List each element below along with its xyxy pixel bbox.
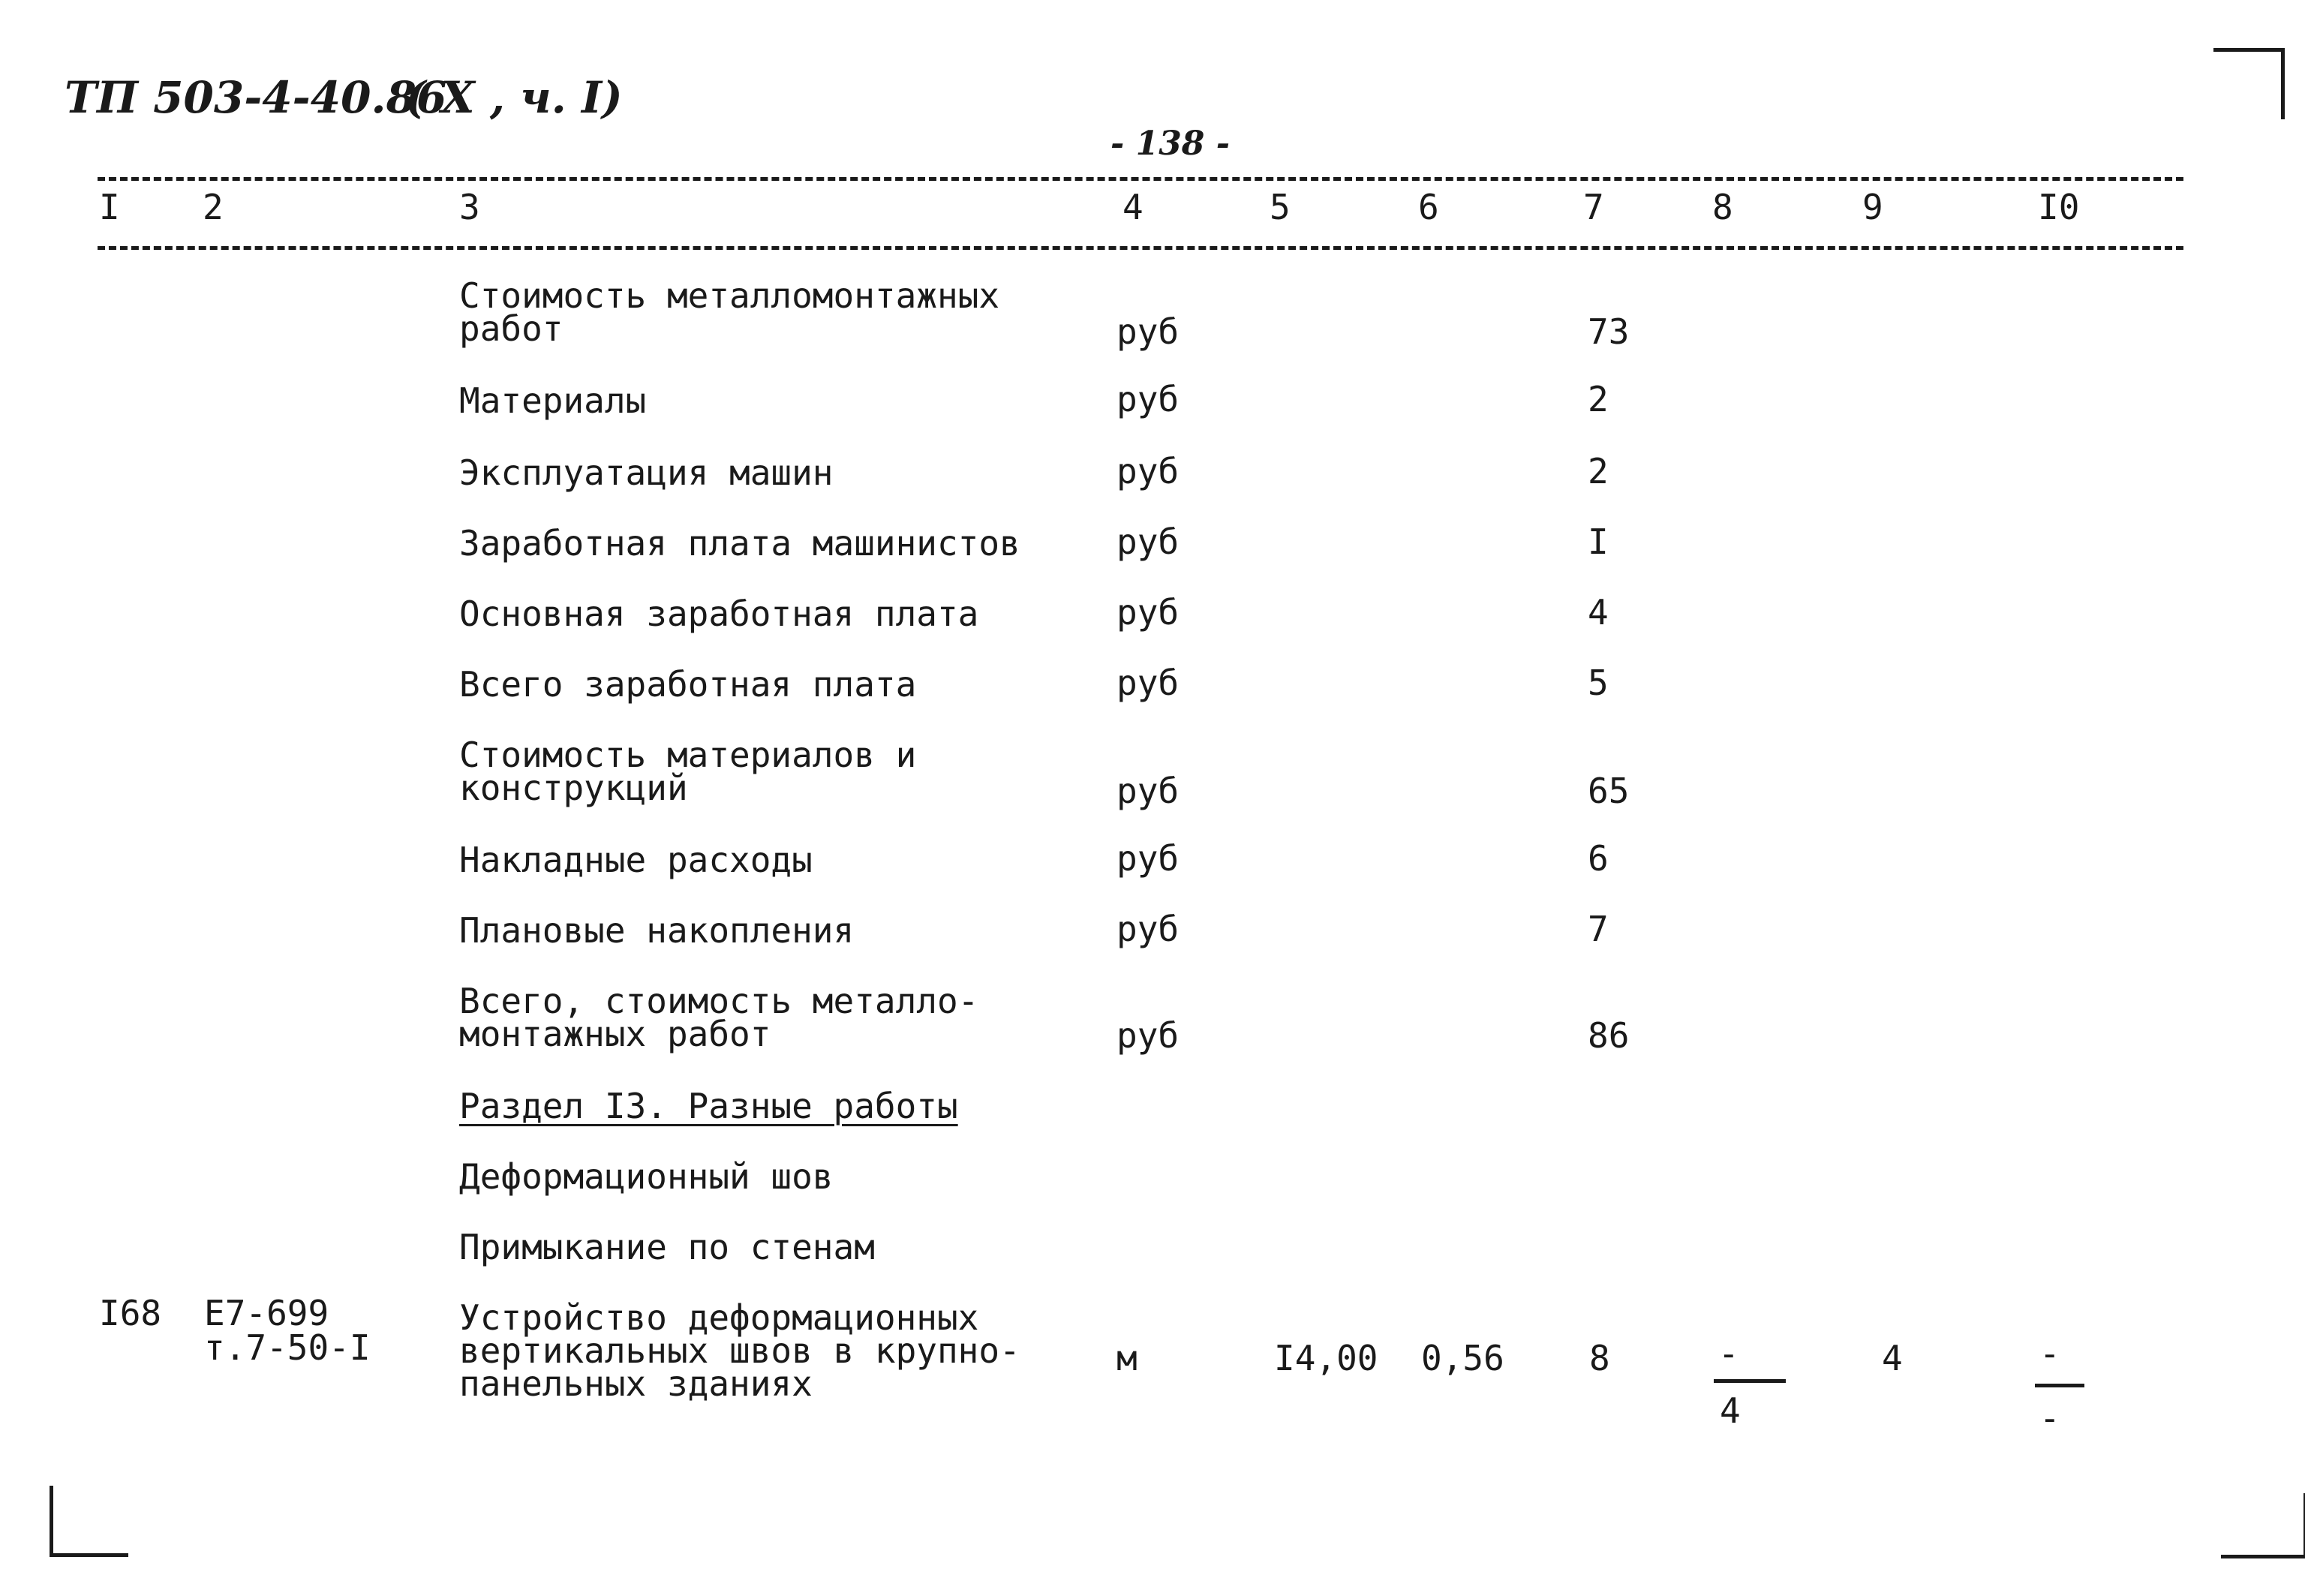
row-description: Накладные расходы xyxy=(459,840,813,880)
item-col8-top: - xyxy=(1718,1333,1739,1374)
row-unit: руб xyxy=(1116,592,1180,633)
document-part: ( X , ч. I) xyxy=(405,72,623,123)
column-header-6: 6 xyxy=(1418,187,1439,227)
item-number: I68 xyxy=(99,1293,162,1333)
row-description: Плановые накопления xyxy=(459,910,855,951)
item-description: Устройство деформационных вертикальных швов в крупно- панельных зданиях xyxy=(459,1297,1020,1404)
row-value: 86 xyxy=(1588,1015,1630,1056)
item-code: т.7-50-I xyxy=(204,1327,371,1368)
item-col10-top: - xyxy=(2039,1333,2060,1374)
row-unit: руб xyxy=(1116,451,1180,491)
row-unit: руб xyxy=(1116,311,1180,352)
column-header-9: 9 xyxy=(1862,187,1883,227)
row-value: 4 xyxy=(1588,592,1609,633)
row-unit: руб xyxy=(1116,663,1180,703)
column-header-5: 5 xyxy=(1270,187,1291,227)
fraction-bar xyxy=(2035,1384,2084,1387)
row-value: I xyxy=(1588,521,1609,562)
row-value: 65 xyxy=(1588,771,1630,811)
row-unit: руб xyxy=(1116,771,1180,811)
item-unit: м xyxy=(1116,1338,1137,1378)
section-subtitle: Примыкание по стенам xyxy=(459,1227,875,1267)
item-col10-bottom: - xyxy=(2039,1398,2060,1438)
corner-mark-bottom-left xyxy=(50,1486,128,1557)
section-subtitle: Деформационный шов xyxy=(459,1156,834,1197)
corner-mark-top-right xyxy=(2213,48,2285,119)
row-value: 7 xyxy=(1588,909,1609,949)
row-description: Стоимость металломонтажных работ xyxy=(459,275,1000,349)
row-value: 73 xyxy=(1588,311,1630,352)
column-header-7: 7 xyxy=(1583,187,1604,227)
column-header-10: I0 xyxy=(2038,187,2080,227)
item-total: 8 xyxy=(1589,1338,1610,1378)
row-description: Основная заработная плата xyxy=(459,594,979,634)
row-unit: руб xyxy=(1116,909,1180,949)
row-value: 2 xyxy=(1588,451,1609,491)
header-rule-top xyxy=(98,177,2183,181)
item-col9: 4 xyxy=(1882,1338,1903,1378)
section-title: Раздел I3. Разные работы xyxy=(459,1086,958,1126)
item-quantity: I4,00 xyxy=(1274,1338,1378,1378)
column-header-1: I xyxy=(99,187,120,227)
row-value: 2 xyxy=(1588,379,1609,419)
corner-mark-bottom-right xyxy=(2221,1493,2305,1558)
page-number: - 138 - xyxy=(1110,125,1231,163)
column-header-8: 8 xyxy=(1712,187,1733,227)
column-header-3: 3 xyxy=(459,187,480,227)
row-description: Заработная плата машинистов xyxy=(459,523,1020,564)
row-value: 5 xyxy=(1588,663,1609,703)
column-header-2: 2 xyxy=(203,187,224,227)
row-description: Эксплуатация машин xyxy=(459,452,834,493)
row-unit: руб xyxy=(1116,1015,1180,1056)
document-code: ТП 503-4-40.86 xyxy=(65,72,447,123)
header-rule-bottom xyxy=(98,246,2183,250)
row-description: Стоимость материалов и конструкций xyxy=(459,735,917,808)
row-unit: руб xyxy=(1116,838,1180,879)
row-description: Всего заработная плата xyxy=(459,664,917,705)
column-header-4: 4 xyxy=(1122,187,1143,227)
item-col8-bottom: 4 xyxy=(1720,1390,1741,1431)
fraction-bar xyxy=(1714,1379,1786,1383)
row-value: 6 xyxy=(1588,838,1609,879)
row-unit: руб xyxy=(1116,379,1180,419)
row-description: Всего, стоимость металло- монтажных работ xyxy=(459,981,979,1054)
item-code: Е7-699 xyxy=(204,1293,329,1333)
item-unit-price: 0,56 xyxy=(1421,1338,1504,1378)
row-description: Материалы xyxy=(459,380,647,421)
row-unit: руб xyxy=(1116,521,1180,562)
